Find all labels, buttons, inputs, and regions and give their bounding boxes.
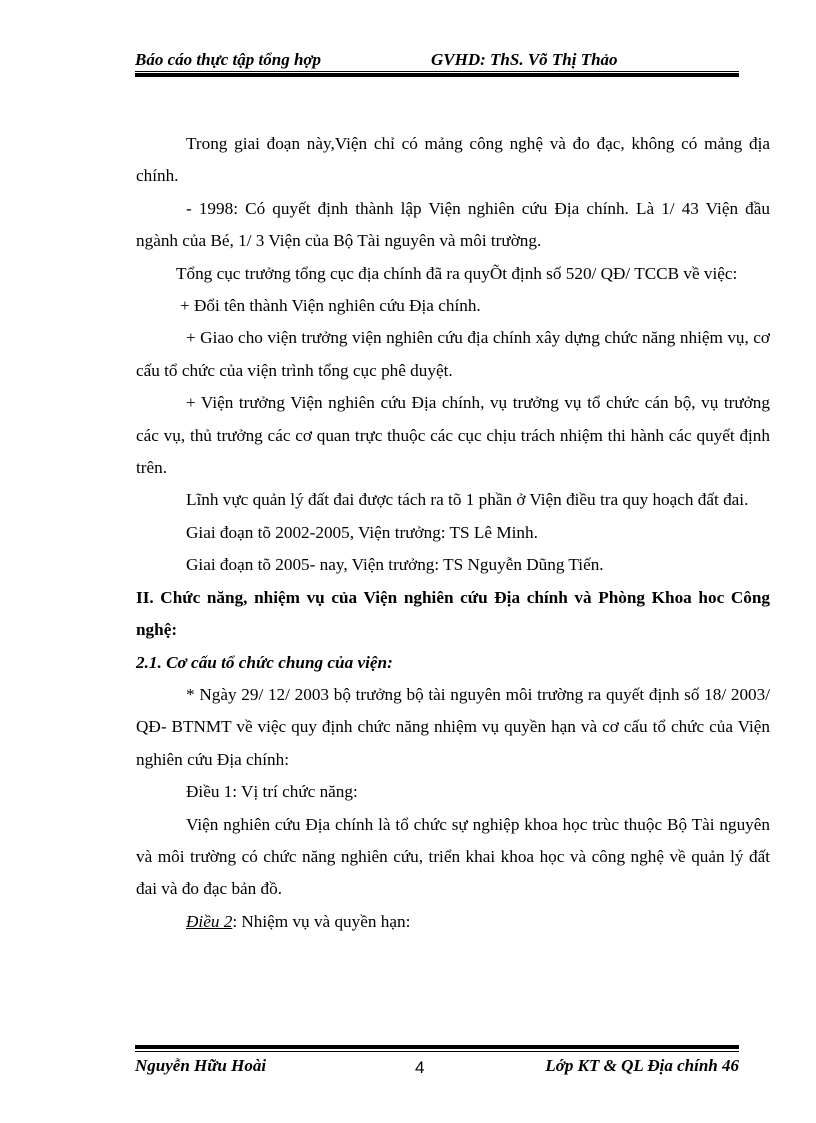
footer-rule-thin [135, 1051, 739, 1052]
list-item: + Đổi tên thành Viện nghiên cứu Địa chính. [180, 296, 481, 316]
paragraph: Lĩnh vực quản lý đất đai được tách ra tõ 1 phần ở Viện điều tra quy hoạch đất đai. [186, 490, 749, 510]
header-supervisor: GVHD: ThS. Võ Thị Thảo [431, 50, 618, 69]
paragraph: - 1998: Có quyết định thành lập Viện nghiên cứu Địa chính. Là 1/ 43 Viện đầu ngành của Bé, 1/ 3 Viện của Bộ Tài nguyên và môi trường. [136, 198, 770, 251]
paragraph: Giai đoạn tõ 2005- nay, Viện trưởng: TS Nguyễn Dũng Tiến. [186, 555, 604, 575]
paragraph: Trong giai đoạn này,Viện chỉ có mảng công nghệ và đo đạc, không có mảng địa chính. [136, 134, 770, 186]
paragraph [136, 906, 770, 938]
list-item: + Giao cho viện trưởng viện nghiên cứu địa chính xây dựng chức năng nhiệm vụ, cơ cấu tổ chức của viện trình tổng cục phê duyệt. [136, 328, 770, 380]
document-body [136, 128, 770, 938]
article-text: : Nhiệm vụ và quyền hạn: [232, 911, 411, 931]
footer-class: Lớp KT & QL Địa chính 46 [545, 1056, 739, 1075]
paragraph: Giai đoạn tõ 2002-2005, Viện trưởng: TS Lê Minh. [186, 522, 538, 542]
header-report-title: Báo cáo thực tập tổng hợp [135, 50, 322, 69]
paragraph: Tổng cục trưởng tổng cục địa chính đã ra quyÕt định số 520/ QĐ/ TCCB về việc: [176, 263, 738, 283]
article-label: Điều 2 [186, 911, 233, 931]
page-number: 4 [415, 1058, 425, 1077]
paragraph: Điều 1: Vị trí chức năng: [186, 782, 358, 802]
header-rule-thin [135, 71, 739, 72]
page-footer [135, 1054, 739, 1078]
paragraph: * Ngày 29/ 12/ 2003 bộ trưởng bộ tài nguyên môi trường ra quyết định số 18/ 2003/ QĐ- BTNMT về việc quy định chức năng nhiệm vụ quyền hạn và cơ cấu tổ chức của Viện nghiên cứu Địa chính: [136, 684, 770, 769]
footer-rule-thick [135, 1045, 739, 1049]
page-header [135, 48, 739, 72]
paragraph: Viện nghiên cứu Địa chính là tổ chức sự nghiệp khoa học trùc thuộc Bộ Tài nguyên và môi trường có chức năng nghiên cứu, triển khai khoa học và công nghệ về quản lý đất đai và đo đạc bản đồ. [136, 814, 770, 899]
list-item: + Viện trưởng Viện nghiên cứu Địa chính, vụ trưởng vụ tổ chức cán bộ, vụ trưởng các vụ, thủ trưởng các cơ quan trực thuộc các cục chịu trách nhiệm thi hành các quyết định trên. [136, 393, 770, 478]
footer-author: Nguyễn Hữu Hoài [135, 1056, 267, 1075]
subsection-heading: 2.1. Cơ cấu tổ chức chung của viện: [136, 652, 393, 672]
header-rule-thick [135, 73, 739, 77]
section-heading: II. Chức năng, nhiệm vụ của Viện nghiên cứu Địa chính và Phòng Khoa hoc Công nghệ: [136, 587, 770, 640]
